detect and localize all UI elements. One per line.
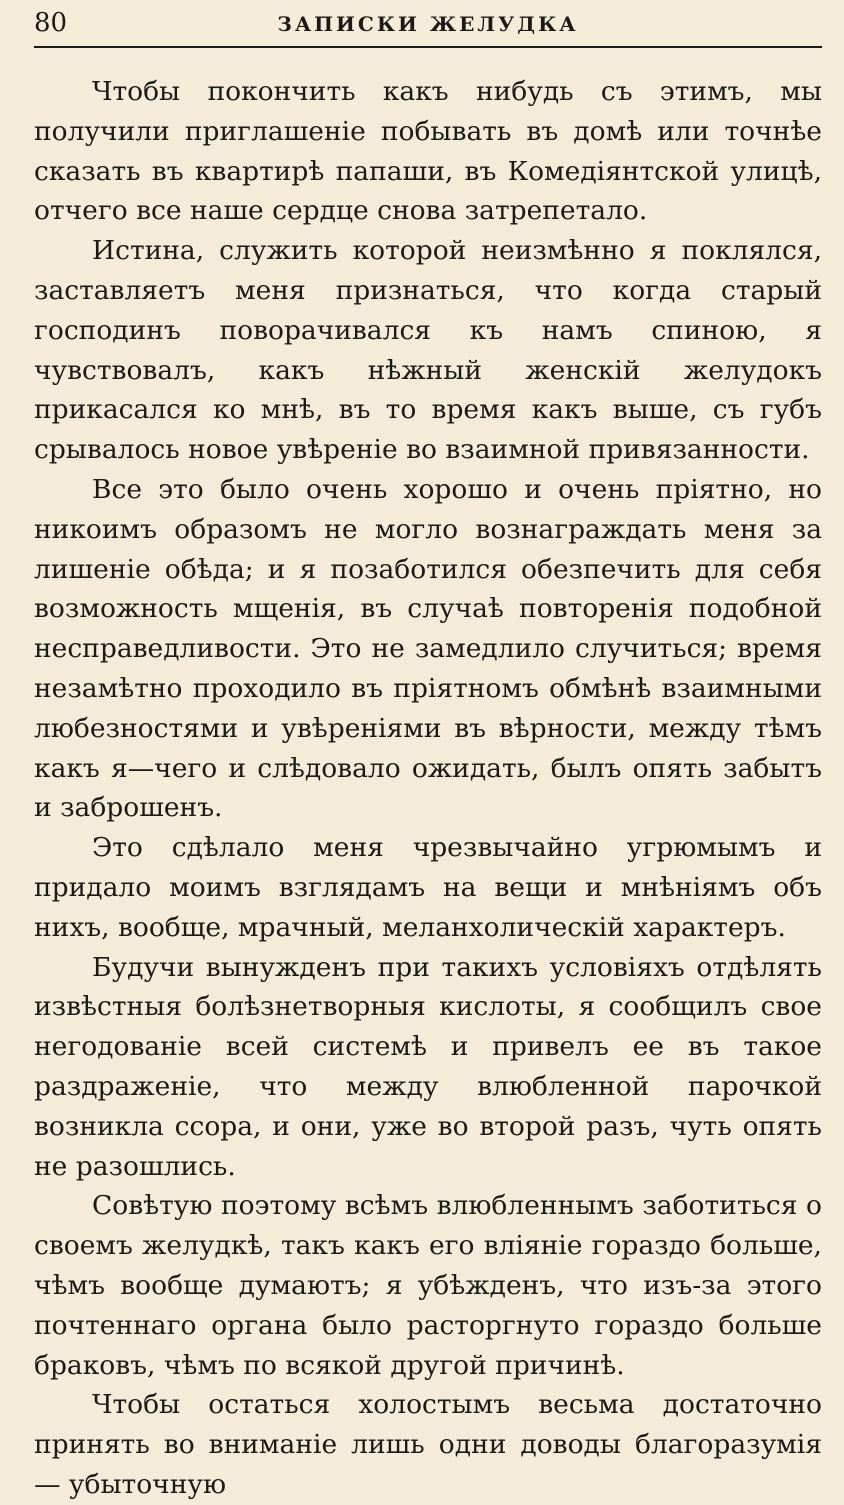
running-title: ЗАПИСКИ ЖЕЛУДКА — [277, 12, 579, 36]
paragraph: Все это было очень хорошо и очень прiятно, но никоимъ образомъ не могло вознаграждать меня за лишенiе обѣда; и я позаботился обезпечить для себя возможность мщенiя, въ случаѣ повторенiя подобной несправедливости. Это не замедлило случиться; время незамѣтно проходило въ прiятномъ обмѣнѣ взаимными любезностями и увѣренiями въ вѣрности, между тѣмъ какъ я—чего и слѣдовало ожидать, былъ опять забытъ и заброшенъ. — [34, 473, 822, 824]
body-text — [34, 72, 822, 1505]
page-number: 80 — [34, 8, 68, 38]
paragraph: Чтобы остаться холостымъ весьма достаточно принять во вниманiе лишь одни доводы благоразумiя — убыточную — [34, 1389, 822, 1500]
paragraph: Это сдѣлало меня чрезвычайно угрюмымъ и придало моимъ взглядамъ на вещи и мнѣнiямъ объ нихъ, вообще, мрачный, меланхолическiй характеръ. — [34, 832, 822, 943]
header-rule — [34, 46, 822, 48]
paragraph: Совѣтую поэтому всѣмъ влюбленнымъ заботиться о своемъ желудкѣ, такъ какъ его влiянiе гораздо больше, чѣмъ вообще думаютъ; я убѣжденъ, что изъ-за этого почтеннаго органа было расторгнуто гораздо больше браковъ, чѣмъ по всякой другой причинѣ. — [34, 1190, 822, 1381]
paragraph: Будучи вынужденъ при такихъ условiяхъ отдѣлять извѣстныя болѣзнетворныя кислоты, я сообщилъ свое негодованiе всей системѣ и привелъ ее въ такое раздраженiе, что между влюбленной парочкой возникла ссора, и они, уже во второй разъ, чуть опять не разошлись. — [34, 951, 822, 1182]
running-head — [34, 0, 822, 50]
paragraph: Чтобы покончить какъ нибудь съ этимъ, мы получили приглашенiе побывать въ домѣ или точнѣе сказать въ квартирѣ папаши, въ Комедiянтской улицѣ, отчего все наше сердце снова затрепетало. — [34, 76, 822, 227]
paragraph: Истина, служить которой неизмѣнно я поклялся, заставляетъ меня признаться, что когда старый господинъ поворачивался къ намъ спиною, я чувствовалъ, какъ нѣжный женскiй желудокъ прикасался ко мнѣ, въ то время какъ выше, съ губъ срывалось новое увѣренiе во взаимной привязанности. — [34, 235, 822, 466]
